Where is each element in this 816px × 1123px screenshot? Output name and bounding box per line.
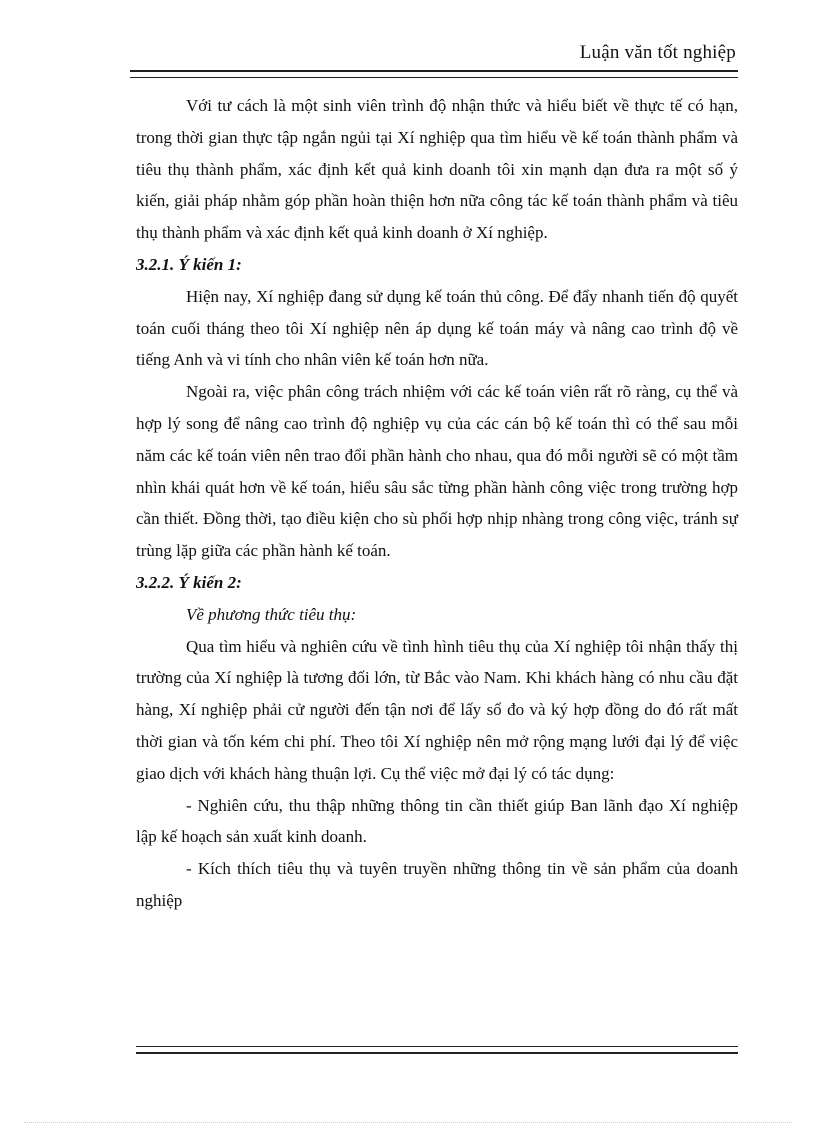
subheading-sales-method: Về phương thức tiêu thụ:: [186, 604, 357, 624]
paragraph-opinion-1: Hiện nay, Xí nghiệp đang sử dụng kế toán thủ công. Để đẩy nhanh tiến độ quyết toán cuối tháng theo tôi Xí nghiệp nên áp dụng kế toán máy và nâng cao trình độ về tiếng Anh và vi tính cho nhân viên kế toán hơn nữa.: [136, 286, 738, 370]
list-item-research: - Nghiên cứu, thu thập những thông tin cần thiết giúp Ban lãnh đạo Xí nghiệp lập kế hoạch sản xuất kinh doanh.: [136, 795, 738, 847]
paragraph-opinion-2: Qua tìm hiểu và nghiên cứu về tình hình tiêu thụ của Xí nghiệp tôi nhận thấy thị trường của Xí nghiệp là tương đối lớn, từ Bắc vào Nam. Khi khách hàng có nhu cầu đặt hàng, Xí nghiệp phải cử người đến tận nơi để lấy số đo và ký hợp đồng do đó rất mất thời gian và tốn kém chi phí. Theo tôi Xí nghiệp nên mở rộng mạng lưới đại lý để việc giao dịch với khách hàng thuận lợi. Cụ thể việc mở đại lý có tác dụng:: [136, 636, 738, 783]
section-heading-3-2-2: 3.2.2. Ý kiến 2:: [136, 572, 242, 592]
page-header-title: Luận văn tốt nghiệp: [579, 42, 736, 63]
paragraph-intro: Với tư cách là một sinh viên trình độ nhận thức và hiểu biết về thực tế có hạn, trong thời gian thực tập ngắn ngủi tại Xí nghiệp qua tìm hiểu về kế toán thành phẩm và tiêu thụ thành phẩm, xác định kết quả kinh doanh tôi xin mạnh dạn đưa ra một số ý kiến, giải pháp nhằm góp phần hoàn thiện hơn nữa công tác kế toán thành phẩm và tiêu thụ thành phẩm và xác định kết quả kinh doanh ở Xí nghiệp.: [136, 96, 738, 243]
document-body: [136, 90, 738, 917]
header-divider: [130, 70, 738, 78]
paragraph-opinion-1-continued: Ngoài ra, việc phân công trách nhiệm với các kế toán viên rất rõ ràng, cụ thể và hợp lý song để nâng cao trình độ nghiệp vụ của các cán bộ kế toán thì có thể sau mỗi năm các kế toán viên nên trao đổi phần hành cho nhau, qua đó mỗi người sẽ có một tầm nhìn khái quát hơn về kế toán, hiểu sâu sắc từng phần hành công việc trong trường hợp cần thiết. Đồng thời, tạo điều kiện cho sù phối hợp nhịp nhàng trong công việc, tránh sự trùng lặp giữa các phần hành kế toán.: [136, 382, 738, 561]
list-item-stimulate: - Kích thích tiêu thụ và tuyên truyền những thông tin về sản phẩm của doanh nghiệp: [136, 859, 738, 910]
section-heading-3-2-1: 3.2.1. Ý kiến 1:: [136, 254, 242, 274]
footer-divider: [136, 1046, 738, 1054]
